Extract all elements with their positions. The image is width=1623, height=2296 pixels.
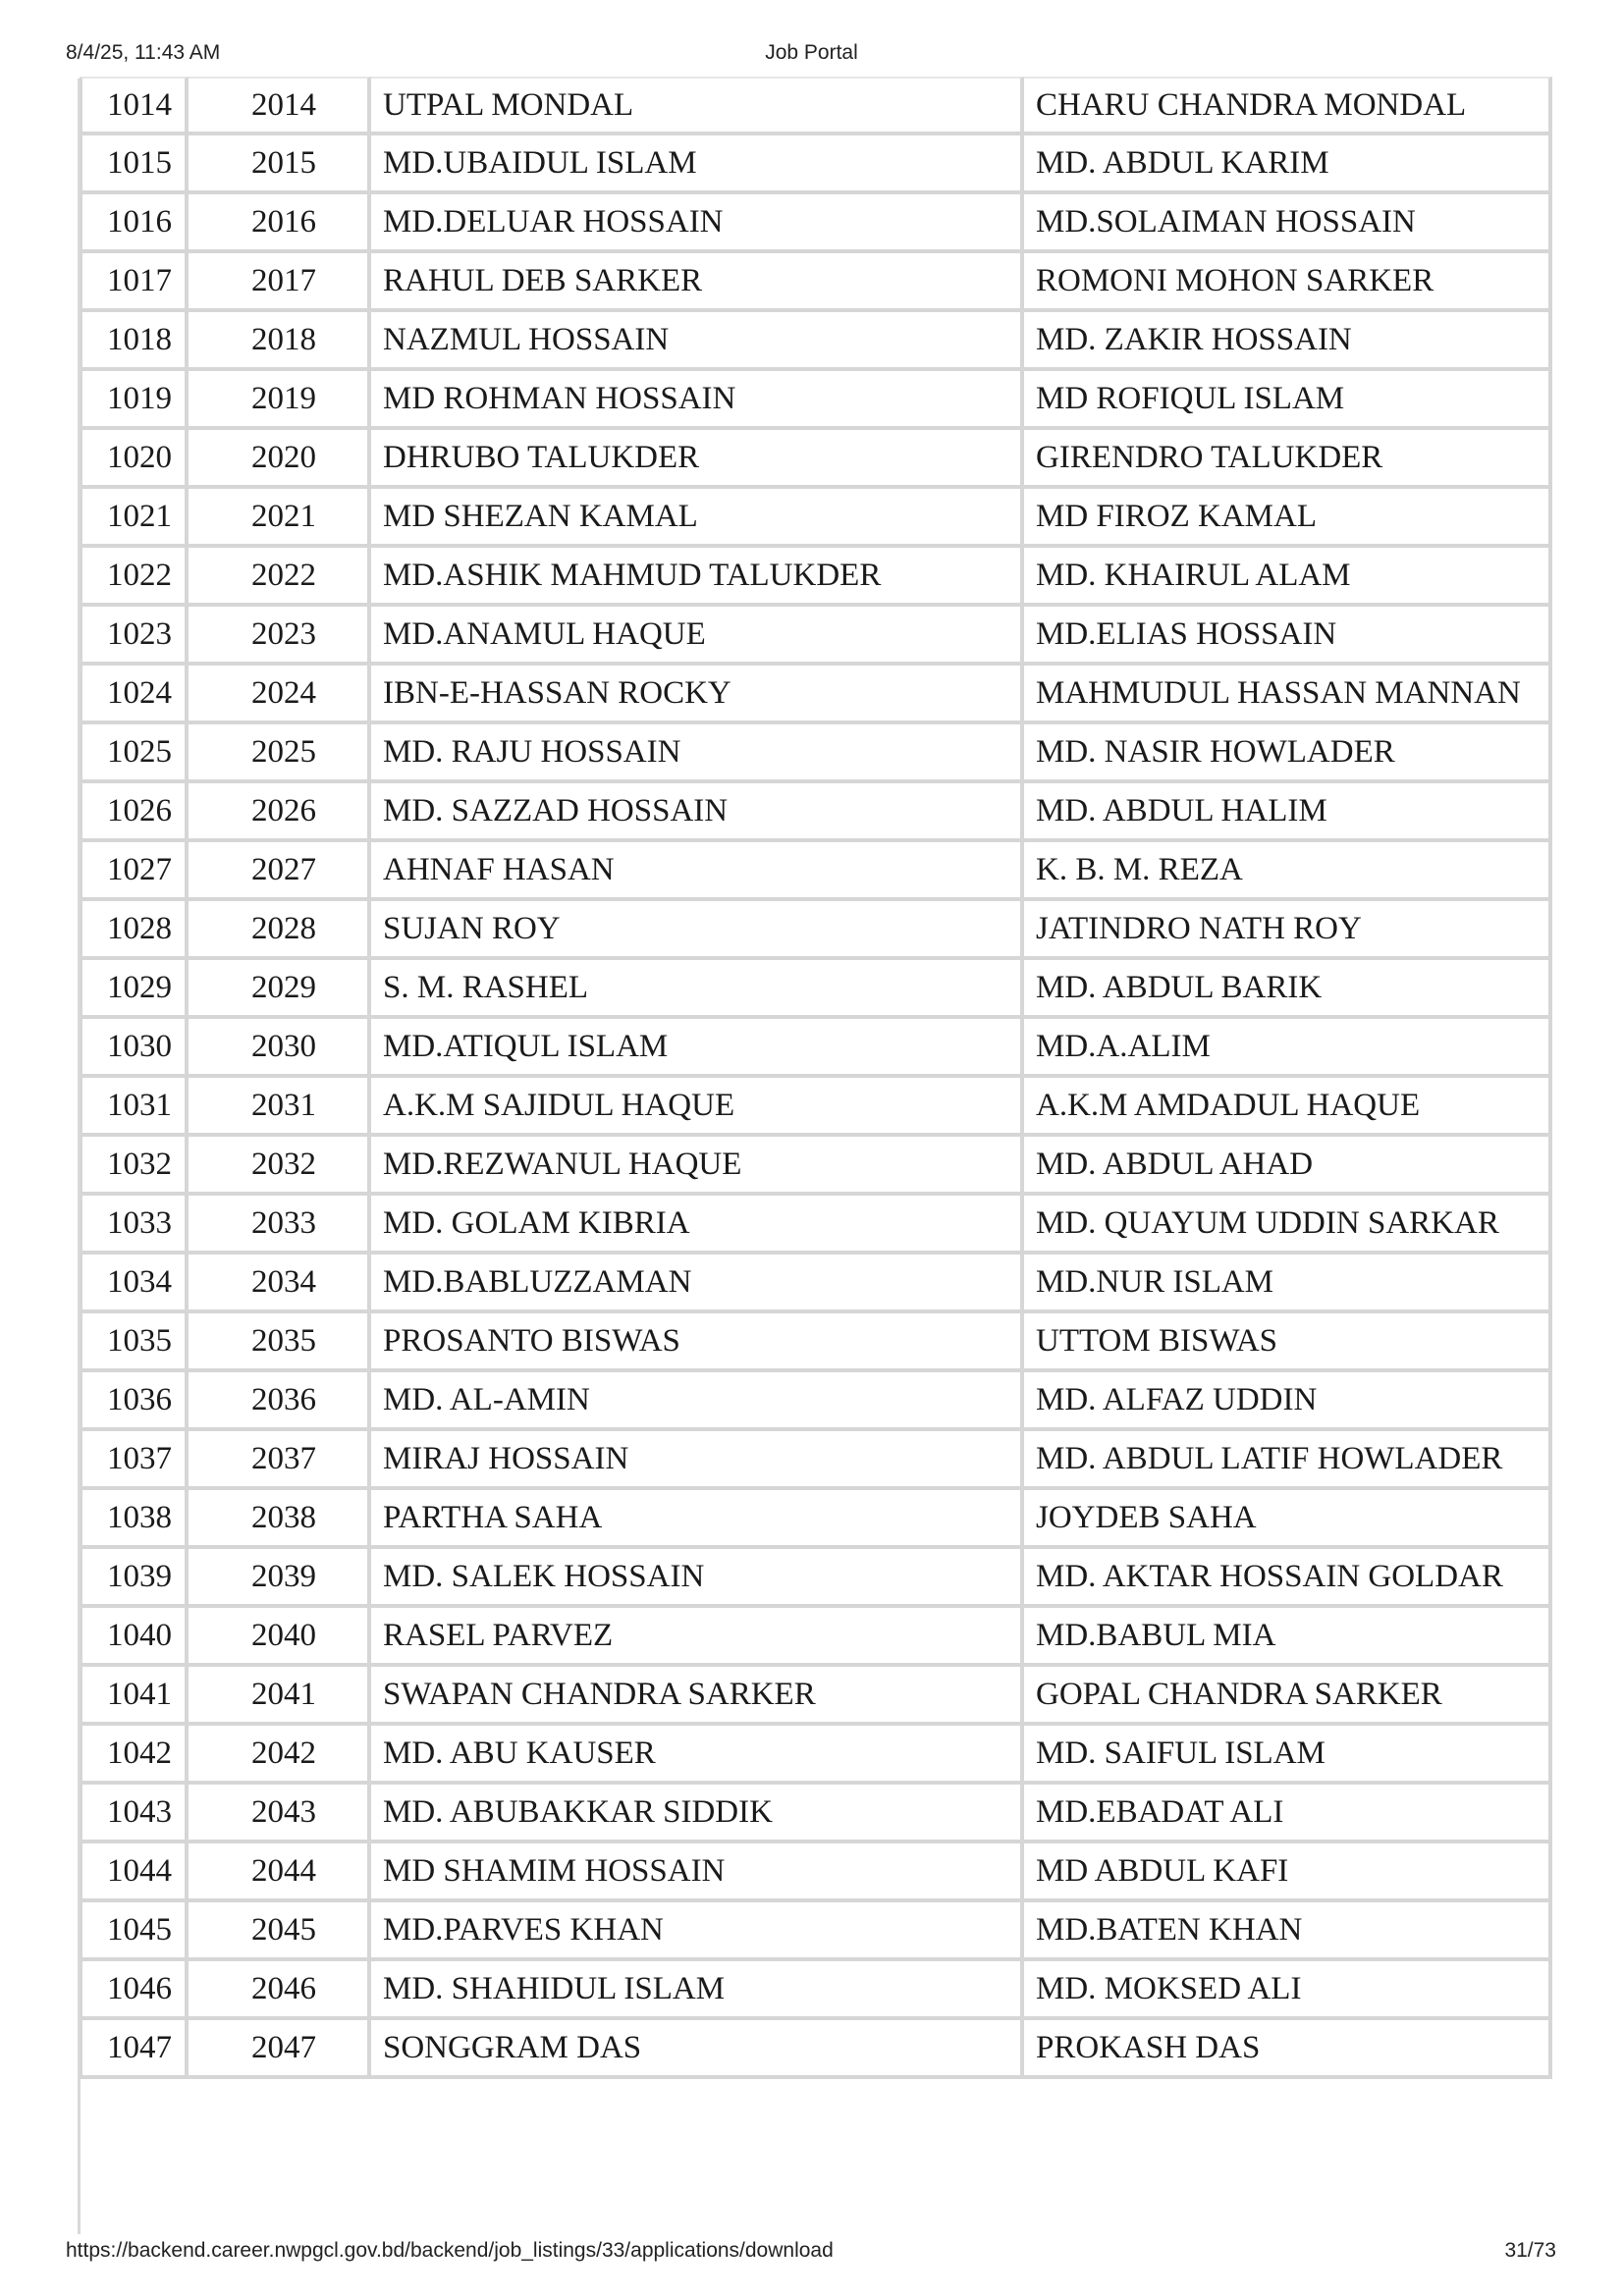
roll-cell: 2017	[189, 253, 371, 312]
table-row	[80, 312, 1552, 371]
applicant-name-cell: S. M. RASHEL	[371, 960, 1024, 1019]
serial-cell: 1014	[80, 77, 189, 135]
print-footer-url: https://backend.career.nwpgcl.gov.bd/backend/job_listings/33/applications/download	[66, 2239, 834, 2262]
table-row	[80, 430, 1552, 489]
table-row	[80, 842, 1552, 901]
serial-cell: 1024	[80, 666, 189, 724]
father-name-cell: MD.A.ALIM	[1024, 1019, 1552, 1078]
father-name-cell: MD. KHAIRUL ALAM	[1024, 548, 1552, 607]
applicant-name-cell: UTPAL MONDAL	[371, 77, 1024, 135]
serial-cell: 1017	[80, 253, 189, 312]
serial-cell: 1022	[80, 548, 189, 607]
applicant-name-cell: MD. ABUBAKKAR SIDDIK	[371, 1785, 1024, 1843]
serial-cell: 1016	[80, 194, 189, 253]
serial-cell: 1032	[80, 1137, 189, 1196]
serial-cell: 1018	[80, 312, 189, 371]
table-row	[80, 1431, 1552, 1490]
roll-cell: 2028	[189, 901, 371, 960]
father-name-cell: MAHMUDUL HASSAN MANNAN	[1024, 666, 1552, 724]
serial-cell: 1015	[80, 135, 189, 194]
father-name-cell: JOYDEB SAHA	[1024, 1490, 1552, 1549]
serial-cell: 1046	[80, 1961, 189, 2020]
father-name-cell: MD.EBADAT ALI	[1024, 1785, 1552, 1843]
roll-cell: 2036	[189, 1372, 371, 1431]
table-row	[80, 1490, 1552, 1549]
father-name-cell: MD FIROZ KAMAL	[1024, 489, 1552, 548]
table-row	[80, 194, 1552, 253]
roll-cell: 2046	[189, 1961, 371, 2020]
applicant-name-cell: MD. SAZZAD HOSSAIN	[371, 783, 1024, 842]
serial-cell: 1038	[80, 1490, 189, 1549]
father-name-cell: ROMONI MOHON SARKER	[1024, 253, 1552, 312]
applicant-name-cell: MD.DELUAR HOSSAIN	[371, 194, 1024, 253]
roll-cell: 2018	[189, 312, 371, 371]
serial-cell: 1036	[80, 1372, 189, 1431]
roll-cell: 2032	[189, 1137, 371, 1196]
father-name-cell: MD. SAIFUL ISLAM	[1024, 1726, 1552, 1785]
applicants-table	[80, 77, 1552, 2079]
roll-cell: 2033	[189, 1196, 371, 1255]
father-name-cell: MD.BABUL MIA	[1024, 1608, 1552, 1667]
applicant-name-cell: MD.REZWANUL HAQUE	[371, 1137, 1024, 1196]
table-row	[80, 489, 1552, 548]
print-header-datetime: 8/4/25, 11:43 AM	[66, 41, 221, 64]
table-row	[80, 1313, 1552, 1372]
serial-cell: 1028	[80, 901, 189, 960]
table-row	[80, 1078, 1552, 1137]
table-row	[80, 1196, 1552, 1255]
table-row	[80, 1726, 1552, 1785]
roll-cell: 2019	[189, 371, 371, 430]
father-name-cell: CHARU CHANDRA MONDAL	[1024, 77, 1552, 135]
father-name-cell: MD.NUR ISLAM	[1024, 1255, 1552, 1313]
table-row	[80, 1549, 1552, 1608]
table-row	[80, 77, 1552, 135]
father-name-cell: MD ROFIQUL ISLAM	[1024, 371, 1552, 430]
roll-cell: 2038	[189, 1490, 371, 1549]
father-name-cell: MD. ABDUL BARIK	[1024, 960, 1552, 1019]
table-row	[80, 2020, 1552, 2079]
applicant-name-cell: PROSANTO BISWAS	[371, 1313, 1024, 1372]
applicant-name-cell: MD.ATIQUL ISLAM	[371, 1019, 1024, 1078]
roll-cell: 2047	[189, 2020, 371, 2079]
roll-cell: 2024	[189, 666, 371, 724]
serial-cell: 1021	[80, 489, 189, 548]
applicant-name-cell: MD.ASHIK MAHMUD TALUKDER	[371, 548, 1024, 607]
applicant-name-cell: A.K.M SAJIDUL HAQUE	[371, 1078, 1024, 1137]
serial-cell: 1047	[80, 2020, 189, 2079]
roll-cell: 2016	[189, 194, 371, 253]
table-row	[80, 1608, 1552, 1667]
applicant-name-cell: MD SHAMIM HOSSAIN	[371, 1843, 1024, 1902]
serial-cell: 1020	[80, 430, 189, 489]
print-header-title: Job Portal	[765, 41, 858, 64]
father-name-cell: MD. ALFAZ UDDIN	[1024, 1372, 1552, 1431]
table-row	[80, 783, 1552, 842]
roll-cell: 2026	[189, 783, 371, 842]
serial-cell: 1027	[80, 842, 189, 901]
serial-cell: 1042	[80, 1726, 189, 1785]
roll-cell: 2044	[189, 1843, 371, 1902]
table-row	[80, 960, 1552, 1019]
table-row	[80, 1372, 1552, 1431]
applicant-name-cell: SUJAN ROY	[371, 901, 1024, 960]
applicant-name-cell: IBN-E-HASSAN ROCKY	[371, 666, 1024, 724]
father-name-cell: GOPAL CHANDRA SARKER	[1024, 1667, 1552, 1726]
serial-cell: 1043	[80, 1785, 189, 1843]
table-row	[80, 1019, 1552, 1078]
applicant-name-cell: MIRAJ HOSSAIN	[371, 1431, 1024, 1490]
serial-cell: 1030	[80, 1019, 189, 1078]
father-name-cell: PROKASH DAS	[1024, 2020, 1552, 2079]
serial-cell: 1045	[80, 1902, 189, 1961]
roll-cell: 2042	[189, 1726, 371, 1785]
father-name-cell: MD. ABDUL HALIM	[1024, 783, 1552, 842]
table-row	[80, 607, 1552, 666]
serial-cell: 1044	[80, 1843, 189, 1902]
roll-cell: 2022	[189, 548, 371, 607]
serial-cell: 1023	[80, 607, 189, 666]
father-name-cell: MD. ABDUL KARIM	[1024, 135, 1552, 194]
roll-cell: 2020	[189, 430, 371, 489]
father-name-cell: A.K.M AMDADUL HAQUE	[1024, 1078, 1552, 1137]
roll-cell: 2041	[189, 1667, 371, 1726]
applicant-name-cell: MD. AL-AMIN	[371, 1372, 1024, 1431]
father-name-cell: MD. ABDUL AHAD	[1024, 1137, 1552, 1196]
father-name-cell: MD. NASIR HOWLADER	[1024, 724, 1552, 783]
applicant-name-cell: RASEL PARVEZ	[371, 1608, 1024, 1667]
applicants-table-body	[80, 77, 1552, 2079]
applicant-name-cell: MD. GOLAM KIBRIA	[371, 1196, 1024, 1255]
roll-cell: 2030	[189, 1019, 371, 1078]
roll-cell: 2040	[189, 1608, 371, 1667]
serial-cell: 1029	[80, 960, 189, 1019]
table-row	[80, 1902, 1552, 1961]
applicant-name-cell: PARTHA SAHA	[371, 1490, 1024, 1549]
father-name-cell: MD. QUAYUM UDDIN SARKAR	[1024, 1196, 1552, 1255]
roll-cell: 2039	[189, 1549, 371, 1608]
father-name-cell: K. B. M. REZA	[1024, 842, 1552, 901]
applicant-name-cell: SWAPAN CHANDRA SARKER	[371, 1667, 1024, 1726]
applicant-name-cell: MD. SHAHIDUL ISLAM	[371, 1961, 1024, 2020]
table-row	[80, 135, 1552, 194]
table-row	[80, 666, 1552, 724]
serial-cell: 1033	[80, 1196, 189, 1255]
serial-cell: 1034	[80, 1255, 189, 1313]
father-name-cell: MD. ABDUL LATIF HOWLADER	[1024, 1431, 1552, 1490]
applicant-name-cell: SONGGRAM DAS	[371, 2020, 1024, 2079]
applicant-name-cell: MD.BABLUZZAMAN	[371, 1255, 1024, 1313]
roll-cell: 2015	[189, 135, 371, 194]
applicant-name-cell: MD. SALEK HOSSAIN	[371, 1549, 1024, 1608]
table-row	[80, 1255, 1552, 1313]
serial-cell: 1026	[80, 783, 189, 842]
applicant-name-cell: MD.ANAMUL HAQUE	[371, 607, 1024, 666]
applicant-name-cell: AHNAF HASAN	[371, 842, 1024, 901]
roll-cell: 2029	[189, 960, 371, 1019]
father-name-cell: MD. ZAKIR HOSSAIN	[1024, 312, 1552, 371]
applicant-name-cell: MD. RAJU HOSSAIN	[371, 724, 1024, 783]
father-name-cell: UTTOM BISWAS	[1024, 1313, 1552, 1372]
father-name-cell: MD. MOKSED ALI	[1024, 1961, 1552, 2020]
roll-cell: 2025	[189, 724, 371, 783]
serial-cell: 1039	[80, 1549, 189, 1608]
table-row	[80, 1785, 1552, 1843]
applicant-name-cell: MD. ABU KAUSER	[371, 1726, 1024, 1785]
roll-cell: 2021	[189, 489, 371, 548]
applicant-name-cell: MD ROHMAN HOSSAIN	[371, 371, 1024, 430]
table-row	[80, 1961, 1552, 2020]
father-name-cell: JATINDRO NATH ROY	[1024, 901, 1552, 960]
roll-cell: 2045	[189, 1902, 371, 1961]
serial-cell: 1025	[80, 724, 189, 783]
table-row	[80, 371, 1552, 430]
roll-cell: 2043	[189, 1785, 371, 1843]
roll-cell: 2035	[189, 1313, 371, 1372]
applicant-name-cell: MD SHEZAN KAMAL	[371, 489, 1024, 548]
roll-cell: 2014	[189, 77, 371, 135]
father-name-cell: MD.ELIAS HOSSAIN	[1024, 607, 1552, 666]
print-footer-page-number: 31/73	[1504, 2239, 1556, 2262]
father-name-cell: MD.SOLAIMAN HOSSAIN	[1024, 194, 1552, 253]
table-row	[80, 724, 1552, 783]
father-name-cell: MD.BATEN KHAN	[1024, 1902, 1552, 1961]
roll-cell: 2034	[189, 1255, 371, 1313]
father-name-cell: MD. AKTAR HOSSAIN GOLDAR	[1024, 1549, 1552, 1608]
table-row	[80, 901, 1552, 960]
roll-cell: 2027	[189, 842, 371, 901]
serial-cell: 1040	[80, 1608, 189, 1667]
serial-cell: 1019	[80, 371, 189, 430]
applicant-name-cell: RAHUL DEB SARKER	[371, 253, 1024, 312]
table-row	[80, 1137, 1552, 1196]
applicant-name-cell: MD.PARVES KHAN	[371, 1902, 1024, 1961]
father-name-cell: GIRENDRO TALUKDER	[1024, 430, 1552, 489]
applicant-name-cell: NAZMUL HOSSAIN	[371, 312, 1024, 371]
roll-cell: 2031	[189, 1078, 371, 1137]
table-row	[80, 1667, 1552, 1726]
table-row	[80, 253, 1552, 312]
applicant-name-cell: DHRUBO TALUKDER	[371, 430, 1024, 489]
table-row	[80, 1843, 1552, 1902]
roll-cell: 2023	[189, 607, 371, 666]
roll-cell: 2037	[189, 1431, 371, 1490]
table-row	[80, 548, 1552, 607]
serial-cell: 1041	[80, 1667, 189, 1726]
serial-cell: 1035	[80, 1313, 189, 1372]
father-name-cell: MD ABDUL KAFI	[1024, 1843, 1552, 1902]
serial-cell: 1031	[80, 1078, 189, 1137]
serial-cell: 1037	[80, 1431, 189, 1490]
applicant-name-cell: MD.UBAIDUL ISLAM	[371, 135, 1024, 194]
